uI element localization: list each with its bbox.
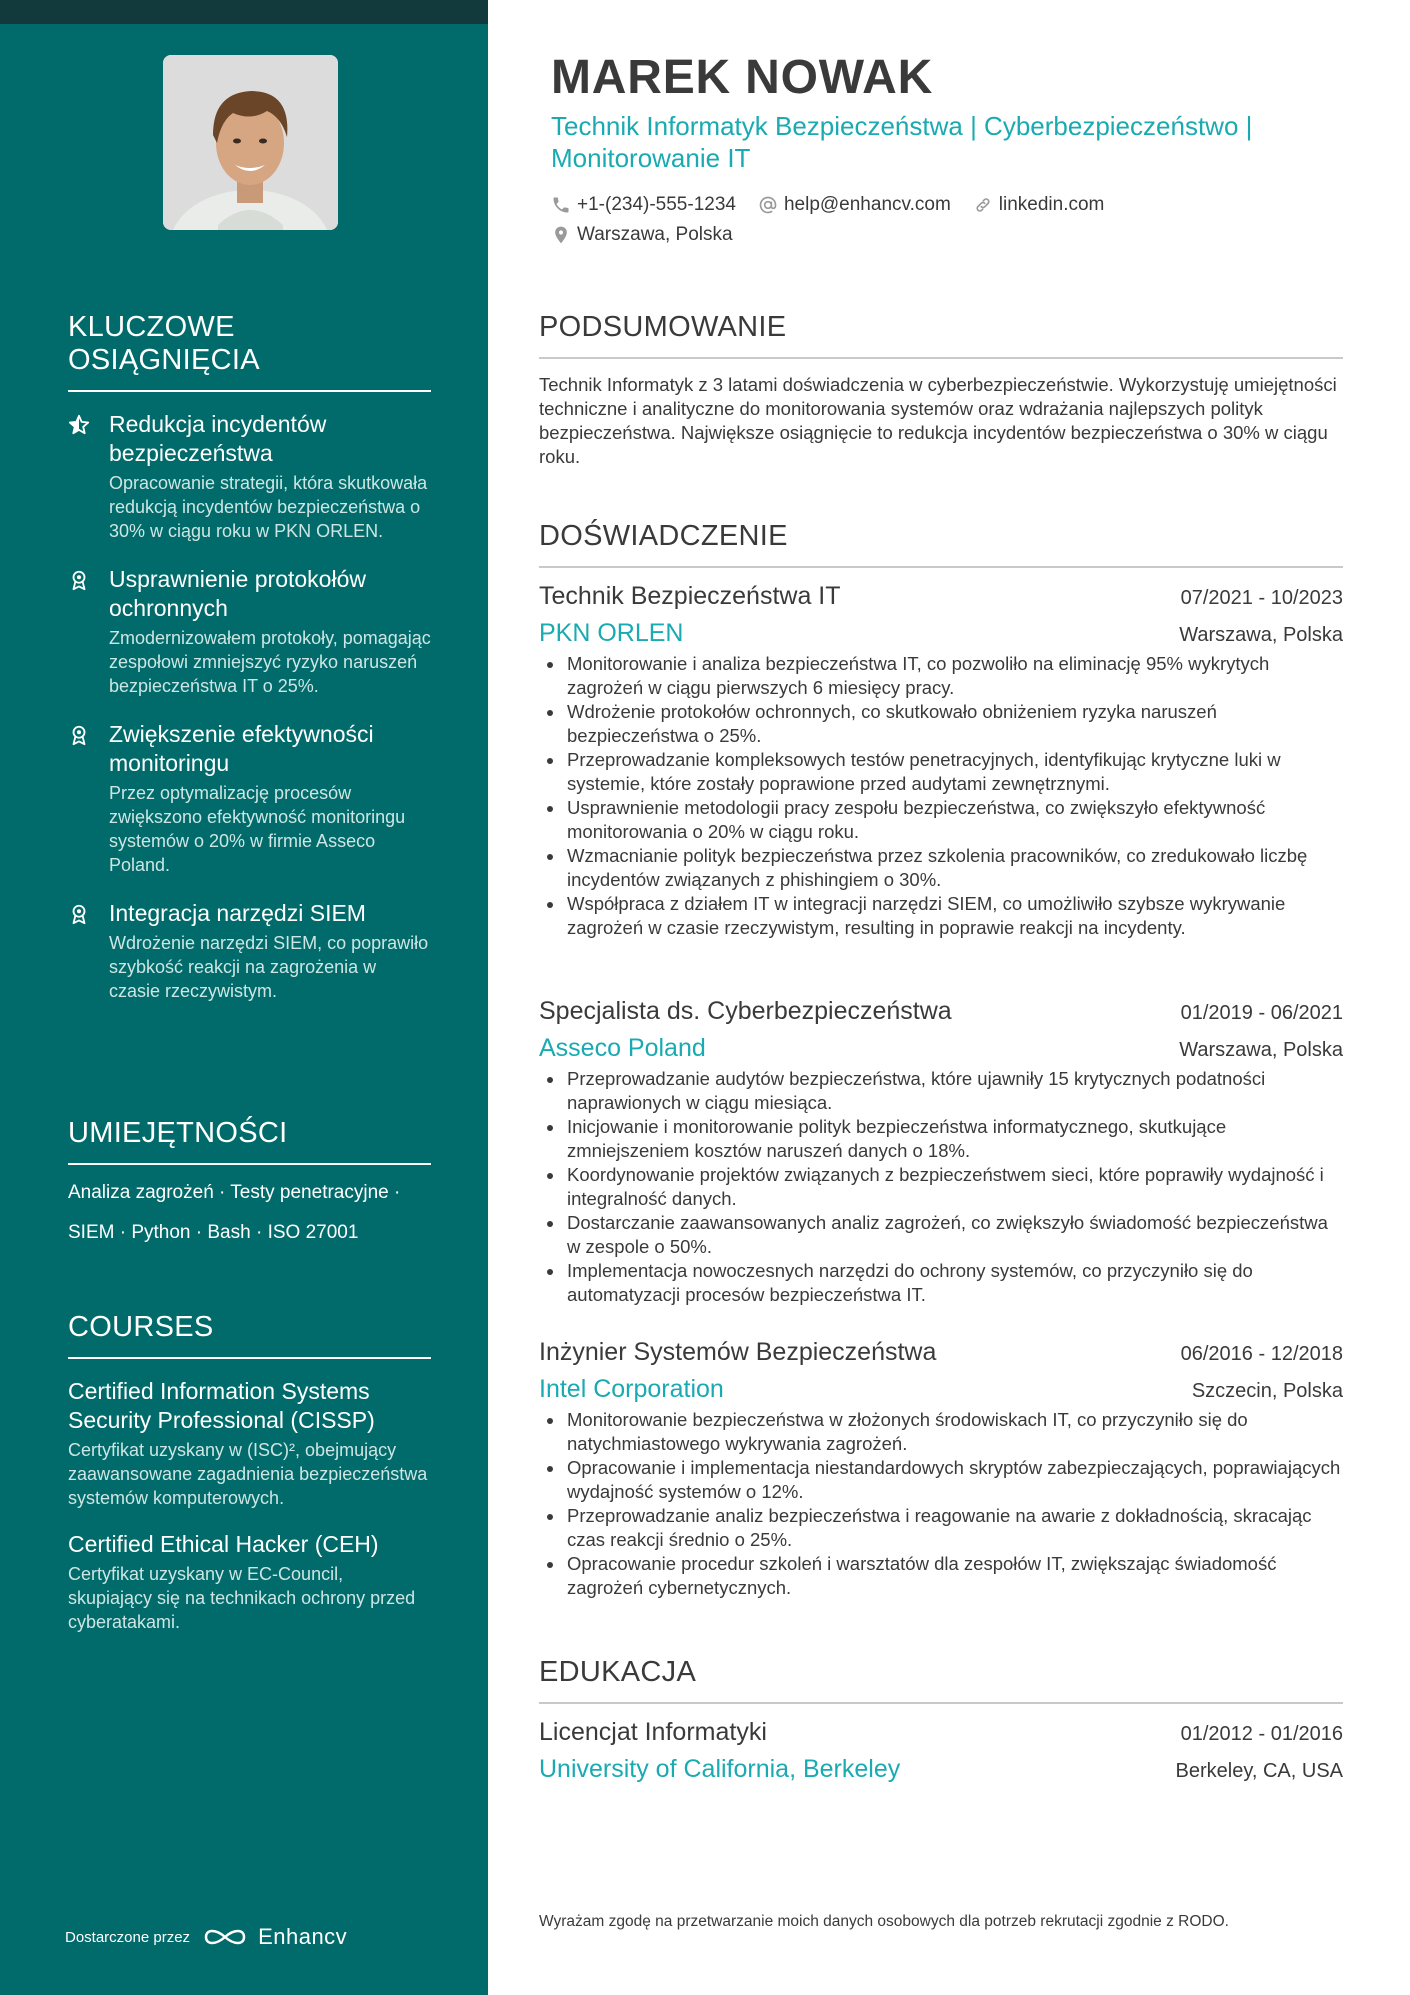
school-name: University of California, Berkeley (539, 1755, 901, 1783)
job-location: Warszawa, Polska (1179, 1039, 1343, 1061)
achievement-item (68, 720, 431, 877)
job-company: Asseco Poland (539, 1034, 706, 1062)
achievement-desc: Przez optymalizację procesów zwiększono efektywność monitoringu systemów o 20% w firmie Asseco Poland. (109, 783, 406, 875)
job-bullets (539, 652, 1343, 940)
location-text: Warszawa, Polska (577, 224, 733, 245)
course-item (68, 1530, 431, 1634)
school-location: Berkeley, CA, USA (1175, 1760, 1343, 1782)
award-icon (68, 903, 90, 925)
course-desc: Certyfikat uzyskany w (ISC)², obejmujący zaawansowane zagadnienia bezpieczeństwa systemów komputerowych. (68, 1440, 428, 1508)
achievement-desc: Wdrożenie narzędzi SIEM, co poprawiło szybkość reakcji na zagrożenia w czasie rzeczywistym. (109, 933, 429, 1001)
experience-section (539, 520, 1343, 568)
powered-by-label: Dostarczone przez (65, 1928, 191, 1946)
experience-heading: DOŚWIADCZENIE (539, 520, 1343, 568)
job-bullet: Inicjowanie i monitorowanie polityk bezpieczeństwa informatycznego, skutkujące zmniejszeniem kosztów naruszeń danych o 18%. (567, 1115, 1343, 1163)
job-location: Warszawa, Polska (1179, 624, 1343, 646)
courses-section (68, 1311, 431, 1634)
job-bullet: Opracowanie i implementacja niestandardowych skryptów zabezpieczających, poprawiających wydajność systemów o 12%. (567, 1456, 1343, 1504)
job-title: Inżynier Systemów Bezpieczeństwa (539, 1338, 937, 1366)
phone-text: +1-(234)-555-1234 (577, 194, 736, 215)
achievement-item (68, 899, 431, 1003)
star-icon (68, 414, 90, 436)
job-bullet: Monitorowanie i analiza bezpieczeństwa IT, co pozwoliło na eliminację 95% wykrytych zagrożeń w ciągu pierwszych 6 miesięcy pracy. (567, 652, 1343, 700)
sidebar (0, 0, 488, 1995)
contact-linkedin[interactable] (973, 194, 1105, 216)
job-title: Specjalista ds. Cyberbezpieczeństwa (539, 997, 952, 1025)
job-location: Szczecin, Polska (1191, 1380, 1343, 1402)
job-dates: 07/2021 - 10/2023 (1180, 587, 1343, 609)
job-bullet: Koordynowanie projektów związanych z bezpieczeństwem sieci, które poprawiły wydajność i integralność danych. (567, 1163, 1343, 1211)
job-bullet: Przeprowadzanie kompleksowych testów penetracyjnych, identyfikując krytyczne luki w systemie, które zostały poprawione przed audytami zewnętrznymi. (567, 748, 1343, 796)
contact-location (551, 224, 733, 246)
candidate-subtitle: Technik Informatyk Bezpieczeństwa | Cyberbezpieczeństwo | Monitorowanie IT (551, 111, 1253, 173)
course-title: Certified Ethical Hacker (CEH) (68, 1531, 379, 1557)
job-bullet: Współpraca z działem IT w integracji narzędzi SIEM, co umożliwiło szybsze wykrywanie zagrożeń w czasie rzeczywistym, resulting in poprawie reakcji na incydenty. (567, 892, 1343, 940)
job-entry (539, 1338, 1343, 1600)
job-bullets (539, 1067, 1343, 1307)
profile-photo (163, 55, 338, 230)
award-icon (68, 724, 90, 746)
summary-heading: PODSUMOWANIE (539, 311, 1343, 359)
job-bullet: Usprawnienie metodologii pracy zespołu bezpieczeństwa, co zwiększyło efektywność monitorowania o 20% w ciągu roku. (567, 796, 1343, 844)
job-entry (539, 582, 1343, 940)
course-desc: Certyfikat uzyskany w EC-Council, skupiający się na technikach ochrony przed cyberatakami. (68, 1564, 416, 1632)
course-title: Certified Information Systems Security Professional (CISSP) (68, 1378, 375, 1433)
courses-heading: COURSES (68, 1311, 431, 1359)
achievement-desc: Zmodernizowałem protokoły, pomagając zespołowi zmniejszyć ryzyko naruszeń bezpieczeństwa IT o 25%. (109, 628, 431, 696)
education-section (539, 1656, 1343, 1704)
skills-section (68, 1117, 431, 1245)
job-bullet: Wdrożenie protokołów ochronnych, co skutkowało obniżeniem ryzyka naruszeń bezpieczeństwa o 25%. (567, 700, 1343, 748)
job-bullet: Wzmacnianie polityk bezpieczeństwa przez szkolenia pracowników, co zredukowało liczbę incydentów związanych z phishingiem o 30%. (567, 844, 1343, 892)
contact-phone[interactable] (551, 194, 736, 216)
degree-title: Licencjat Informatyki (539, 1718, 767, 1746)
phone-icon (551, 195, 571, 215)
candidate-name: MAREK NOWAK (551, 51, 934, 104)
job-bullet: Przeprowadzanie audytów bezpieczeństwa, które ujawniły 15 krytycznych podatności naprawionych w ciągu miesiąca. (567, 1067, 1343, 1115)
achievement-title: Integracja narzędzi SIEM (109, 900, 366, 926)
skills-line: Analiza zagrożeń · Testy penetracyjne · (68, 1182, 401, 1203)
achievements-section (68, 311, 431, 1003)
award-icon (68, 569, 90, 591)
education-dates: 01/2012 - 01/2016 (1180, 1723, 1343, 1745)
job-bullet: Opracowanie procedur szkoleń i warsztatów dla zespołów IT, zwiększając świadomość zagrożeń cybernetycznych. (567, 1552, 1343, 1600)
job-title: Technik Bezpieczeństwa IT (539, 582, 841, 610)
achievements-heading: KLUCZOWE OSIĄGNIĘCIA (68, 311, 431, 392)
job-bullet: Implementacja nowoczesnych narzędzi do ochrony systemów, co przyczyniło się do automatyzacji procesów bezpieczeństwa IT. (567, 1259, 1343, 1307)
summary-section (539, 311, 1343, 469)
achievement-title: Zwiększenie efektywności monitoringu (109, 721, 374, 776)
job-dates: 01/2019 - 06/2021 (1180, 1002, 1343, 1024)
job-entry (539, 997, 1343, 1307)
skills-line: SIEM · Python · Bash · ISO 27001 (68, 1222, 359, 1243)
achievement-item (68, 565, 431, 698)
achievement-item (68, 410, 431, 543)
achievement-title: Usprawnienie protokołów ochronnych (109, 566, 366, 621)
job-company: Intel Corporation (539, 1375, 724, 1403)
course-item (68, 1377, 431, 1510)
job-bullets (539, 1408, 1343, 1600)
powered-by (65, 1924, 347, 1950)
contact-email[interactable] (758, 194, 951, 216)
contact-row (551, 194, 1126, 216)
education-entry (539, 1718, 1343, 1784)
achievements-list (68, 410, 431, 1003)
contact-row-location (551, 224, 755, 246)
skills-heading: UMIEJĘTNOŚCI (68, 1117, 431, 1165)
summary-text: Technik Informatyk z 3 latami doświadczenia w cyberbezpieczeństwie. Wykorzystuję umiejętności techniczne i analityczne do monitorowania systemów oraz wdrażania najlepszych polityk bezpieczeństwa. Największe osiągnięcie to redukcja incydentów bezpieczeństwa o 30% w ciągu roku. (539, 374, 1337, 467)
brand-name: Enhancv (258, 1924, 348, 1949)
achievement-desc: Opracowanie strategii, która skutkowała redukcją incydentów bezpieczeństwa o 30% w ciągu roku w PKN ORLEN. (109, 473, 428, 541)
job-bullet: Dostarczanie zaawansowanych analiz zagrożeń, co zwiększyło świadomość bezpieczeństwa w zespole o 50%. (567, 1211, 1343, 1259)
job-bullet: Przeprowadzanie analiz bezpieczeństwa i reagowanie na awarie z dokładnością, skracając czas reakcji średnio o 25%. (567, 1504, 1343, 1552)
achievement-title: Redukcja incydentów bezpieczeństwa (109, 411, 327, 466)
sidebar-top-bar (0, 0, 488, 24)
enhancv-logo-icon (202, 1925, 248, 1949)
linkedin-text: linkedin.com (998, 194, 1105, 215)
job-dates: 06/2016 - 12/2018 (1180, 1343, 1343, 1365)
education-heading: EDUKACJA (539, 1656, 1343, 1704)
link-icon (973, 195, 993, 215)
job-bullet: Monitorowanie bezpieczeństwa w złożonych środowiskach IT, co przyczyniło się do natychmiastowego wykrywania zagrożeń. (567, 1408, 1343, 1456)
job-company: PKN ORLEN (539, 619, 684, 647)
consent-note: Wyrażam zgodę na przetwarzanie moich danych osobowych dla potrzeb rekrutacji zgodnie z RODO. (539, 1913, 1229, 1930)
at-sign-icon (758, 195, 778, 215)
location-pin-icon (551, 225, 571, 245)
email-text: help@enhancv.com (783, 194, 951, 215)
